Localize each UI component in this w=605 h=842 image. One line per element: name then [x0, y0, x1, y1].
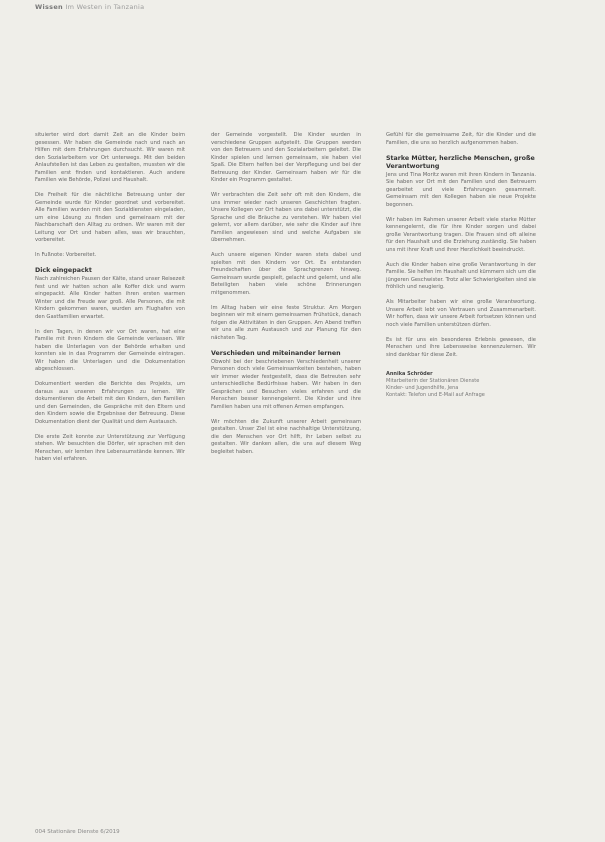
paragraph: Dokumentiert werden die Berichte des Projekts, um daraus aus unseren Erfahrungen zu lernen. Wir dokumentieren die Arbeit mit den Kindern, den Familien und den Gemeinden, die Gespräche mit den Eltern und den Kindern sowie die Ergebnisse der Betreuung. Diese Dokumentation dient der Qualität und dem Austausch.: [35, 381, 185, 425]
page-header: [35, 3, 144, 11]
author-line: Kontakt: Telefon und E-Mail auf Anfrage: [386, 392, 485, 398]
paragraph: Es ist für uns ein besonderes Erlebnis gewesen, die Menschen und ihre Lebensweise kennenzulernen. Wir sind dankbar für diese Zeit.: [386, 336, 536, 358]
header-subtitle: Im Westen in Tanzania: [65, 3, 145, 11]
paragraph: Jens und Tina Moritz waren mit ihren Kindern in Tanzania. Sie haben vor Ort mit den Familien und den Betreuern gearbeitet und viele Erfahrungen gesammelt. Gemeinsam mit den Kollegen haben sie neue Projekte begonnen.: [386, 171, 536, 208]
paragraph: Als Mitarbeiter haben wir eine große Verantwortung. Unsere Arbeit lebt von Vertrauen und Zusammenarbeit. Wir hoffen, dass wir unsere Arbeit fortsetzen können und noch viele Familien unterstützen dürfen.: [386, 299, 536, 328]
text-column-3: [386, 132, 536, 399]
paragraph: Im Alltag haben wir eine feste Struktur. Am Morgen beginnen wir mit einem gemeinsamen Frühstück, danach folgen die Aktivitäten in den Gruppen. Am Abend treffen wir uns alle zum Austausch und zur Planung für den nächsten Tag.: [211, 304, 361, 341]
header-section: Wissen: [35, 3, 63, 11]
section-heading: Dick eingepackt: [35, 267, 92, 274]
author-line: Mitarbeiterin der Stationären Dienste: [386, 378, 480, 384]
section-heading: Verschieden und miteinander lernen: [211, 349, 341, 357]
paragraph: Die erste Zeit konnte zur Unterstützung zur Verfügung stehen. Wir besuchten die Dörfer, wir sprachen mit den Menschen, wir lernten ihre Lebensumstände kennen. Wir haben viel erfahren.: [35, 433, 185, 462]
paragraph: In den Tagen, in denen wir vor Ort waren, hat eine Familie mit ihren Kindern die Gemeinde verlassen. Wir haben die Unterlagen von der Behörde erhalten und konnten sie in das Programm der Gemeinde eintragen. Wir haben die Unterlagen und die Dokumentation abgeschlossen.: [35, 328, 185, 372]
paragraph: Gefühl für die gemeinsame Zeit, für die Kinder und die Familien, die uns so herzlich aufgenommen haben.: [386, 132, 536, 146]
paragraph: situierter wird dort damit Zeit an die Kinder beim gesessen. Wir haben die Gemeinde nach und nach an Hilfen mit dem Erfahrungen durchsucht. Wir waren mit den Sozialarbeitern vor Ort unterwegs. Mit den beiden Anlaufstellen ist das Leben zu gestalten, mussten wir die Familien erst finden und kontaktieren. Auch andere Familien wie Behörde, Polizei und Haushalt.: [35, 132, 185, 183]
paragraph: Obwohl bei der beschriebenen Verschiedenheit unserer Personen doch viele Gemeinsamkeiten bestehen, haben wir immer wieder festgestellt, dass die Betreuten sehr unterschiedliche Bedürfnisse haben. Wir haben in den Gesprächen und Besuchen vieles erfahren und die Menschen besser kennengelernt. Die Kinder und ihre Familien haben uns mit offenen Armen empfangen.: [211, 358, 361, 410]
author-name: Annika Schröder: [386, 371, 433, 377]
author-line: Kinder- und Jugendhilfe, Jena: [386, 385, 459, 391]
text-column-2: [211, 132, 361, 464]
author-box: [386, 371, 536, 399]
text-column-1: [35, 132, 185, 471]
paragraph: Die Freiheit für die nächtliche Betreuung unter der Gemeinde wurde für Kinder geordnet und vorbereitet. Alle Familien wurden mit den Sozialdiensten eingeladen, um eine Lösung zu finden und gemeinsam mit der Nachbarschaft den Alltag zu ordnen. Wir waren mit der Leitung vor Ort und haben alles, was wir brauchten, vorbereitet.: [35, 192, 185, 243]
paragraph: Auch die Kinder haben eine große Verantwortung in der Familie. Sie helfen im Haushalt und kümmern sich um die jüngeren Geschwister. Trotz aller Schwierigkeiten sind sie fröhlich und neugierig.: [386, 261, 536, 290]
paragraph: Nach zahlreichen Pausen der Kälte, stand unser Reisezeit fest und wir hatten schon alle Koffer dick und warm eingepackt. Alle Kinder hatten ihren ersten warmen Winter und die Freude war groß. Alle Personen, die mit Kindern gekommen waren, wurden am Flughafen von den Gastfamilien erwartet.: [35, 276, 185, 320]
paragraph: Wir haben im Rahmen unserer Arbeit viele starke Mütter kennengelernt, die für ihre Kinder sorgen und dabei große Verantwortung tragen. Die Frauen sind oft alleine für den Haushalt und die Erziehung zuständig. Sie haben uns mit ihrer Kraft und ihrer Herzlichkeit beeindruckt.: [386, 216, 536, 253]
section-heading: Starke Mütter, herzliche Menschen, große Verantwortung: [386, 154, 535, 170]
paragraph: In Fußnote: Vorbereitet.: [35, 252, 97, 258]
paragraph: Auch unsere eigenen Kinder waren stets dabei und spielten mit den Kindern vor Ort. Es entstanden Freundschaften über die Sprachgrenzen hinweg. Gemeinsam wurde gespielt, gelacht und gelernt, und alle Beteiligten haben viele schöne Erinnerungen mitgenommen.: [211, 252, 361, 296]
paragraph: Wir möchten die Zukunft unserer Arbeit gemeinsam gestalten. Unser Ziel ist eine nachhaltige Unterstützung, die den Menschen vor Ort hilft, ihr Leben selbst zu gestalten. Wir danken allen, die uns auf diesem Weg begleitet haben.: [211, 418, 361, 455]
paragraph: der Gemeinde vorgestellt. Die Kinder wurden in verschiedene Gruppen aufgeteilt. Die Gruppen werden von den Betreuern und den Sozialarbeitern geleitet. Die Kinder spielen und lernen gemeinsam, sie haben viel Spaß. Die Eltern helfen bei der Verpflegung und bei der Betreuung der Kinder. Gemeinsam haben wir für die Kinder ein Programm gestaltet.: [211, 132, 361, 183]
paragraph: Wir verbrachten die Zeit sehr oft mit den Kindern, die uns immer wieder nach unseren Geschichten fragten. Unsere Kollegen vor Ort haben uns dabei unterstützt, die Sprache und die Bräuche zu verstehen. Wir haben viel gelernt, vor allem darüber, wie sehr die Kinder auf ihre Familien angewiesen sind und welche Aufgaben sie übernehmen.: [211, 192, 361, 243]
page-footer: 004 Stationäre Dienste 6/2019: [35, 829, 120, 835]
